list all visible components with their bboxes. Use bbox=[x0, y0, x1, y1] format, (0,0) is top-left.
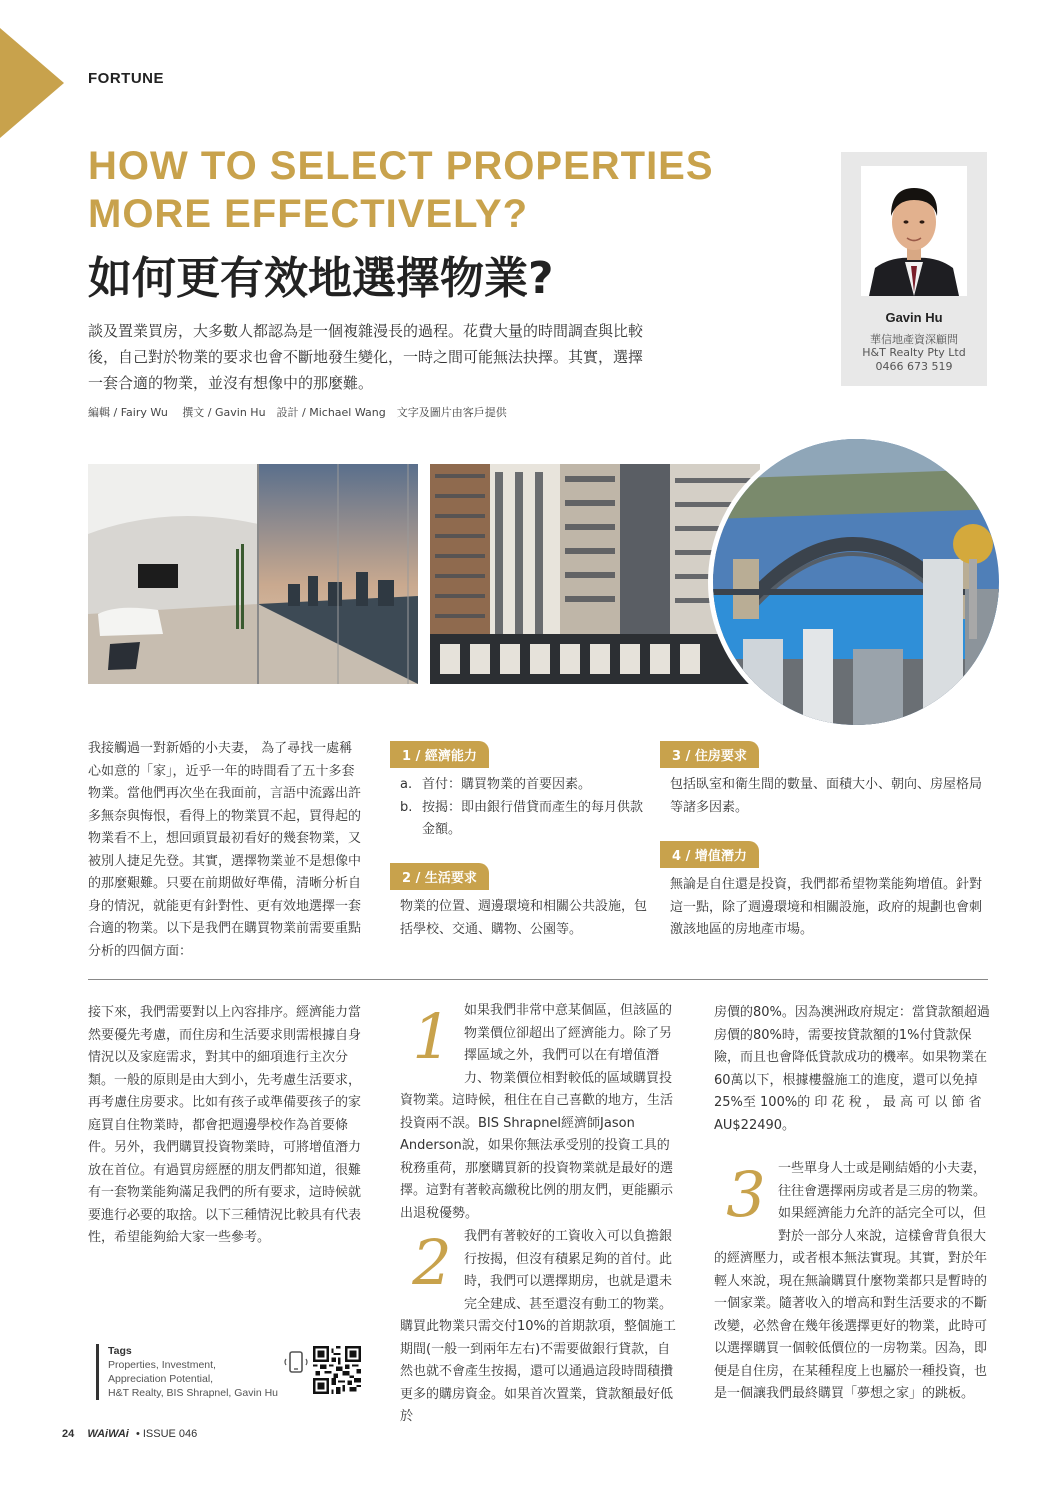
lead-paragraph: 我接觸過一對新婚的小夫妻， 為了尋找一處稱心如意的「家」，近乎一年的時間看了五十多套物業。當他們再次坐在我面前，言語中流露出許多無奈與悔恨，看得上的物業買不起，買得起的物業看不上，想回頭買最初看好的幾套物業，又被別人捷足先登。其實，選擇物業並不是想像中的那麼艱難。只要在前期做好準備，清晰分析自身的情況，就能更有針對性、更有效地選擇一套合適的物業。以下是我們在購買物業前需要重點分析的四個方面： bbox=[88, 741, 362, 959]
factor-4-badge bbox=[660, 841, 759, 868]
author-title: 華信地產資深顧問 bbox=[870, 333, 958, 346]
factor-4-badge-label: 4 / 增值潛力 bbox=[660, 841, 759, 868]
case-2-paragraph bbox=[400, 1226, 676, 1429]
factor-1-badge bbox=[390, 741, 489, 768]
title-en-line-2: MORE EFFECTIVELY? bbox=[88, 192, 529, 236]
factor-1-list bbox=[400, 774, 652, 842]
case-1-text: 如果我們非常中意某個區，但該區的物業價位卻超出了經濟能力。除了另擇區域之外，我們可以在有增值潛力、物業價位相對較低的區域購買投資物業。這時候，租住在自己喜歡的地方，生活投資兩不誤。BIS Shrapnel經濟師Jason Anderson說，如果你無法承受別的投資工具的稅務重荷，那麼購買新的投資物業就是最好的選擇。這對有著較高繳稅比例的朋友們，更能顯示出退稅優勢。 bbox=[400, 1003, 674, 1221]
item-b-text: 按揭：即由銀行借貸而產生的每月供款金額。 bbox=[422, 799, 644, 837]
title-en-line-1: HOW TO SELECT PROPERTIES bbox=[88, 144, 714, 188]
factor-2-text: 物業的位置、週邊環境和相關公共設施，包括學校、交通、購物、公園等。 bbox=[400, 899, 648, 937]
article-title-english bbox=[88, 142, 788, 238]
credits-line: 編輯 / Fairy Wu 撰文 / Gavin Hu 設計 / Michael Wang 文字及圖片由客戶提供 bbox=[88, 406, 507, 419]
factor-2-badge-label: 2 / 生活要求 bbox=[390, 863, 489, 890]
page-number: 24 bbox=[62, 1428, 75, 1440]
column-3-paragraph: 房價的80%。因為澳洲政府規定：當貸款額超過房價的80%時，需要按貸款額的1%付貸款保險，而且也會降低貸款成功的機率。如果物業在60萬以下，根據樓盤施工的進度，還可以免掉25%至 100%的 印 花 稅 ， 最 高 可 以 節 省 AU$22490。 bbox=[714, 1005, 990, 1133]
factor-3-badge-label: 3 / 住房要求 bbox=[660, 741, 759, 768]
page-footer bbox=[62, 1428, 197, 1440]
magazine-logo: WAiWAi bbox=[87, 1428, 129, 1440]
case-2-number: 2 bbox=[412, 1226, 452, 1299]
intro-paragraph: 談及置業買房，大多數人都認為是一個複雜漫長的過程。花費大量的時間調查與比較後，自己對於物業的要求也會不斷地發生變化，一時之間可能無法抉擇。其實，選擇一套合適的物業，並沒有想像中的那麼難。 bbox=[88, 322, 644, 392]
case-1-number: 1 bbox=[412, 1000, 452, 1073]
column-1-paragraph: 接下來，我們需要對以上內容排序。經濟能力當然要優先考慮，而住房和生活要求則需根據自身情況以及家庭需求，對其中的細項進行主次分類。一般的原則是由大到小，先考慮生活要求，再考慮住房要求。比如有孩子或準備要孩子的家庭買自住物業時，都會把週邊學校作為首要條件。另外，我們購買投資物業時，可將增值潛力放在首位。有過買房經歷的朋友們都知道，很難有一套物業能夠滿足我們的所有要求，這時候就要進行必要的取捨。以下三種情況比較具有代表性，希望能夠給大家一些參考。 bbox=[88, 1005, 362, 1245]
issue-label: • ISSUE 046 bbox=[135, 1428, 198, 1440]
author-name: Gavin Hu bbox=[885, 310, 943, 325]
harbour-bridge-circle-photo bbox=[708, 434, 1004, 730]
article-title-chinese: 如何更有效地選擇物業? bbox=[88, 253, 554, 304]
tags-block bbox=[108, 1344, 278, 1400]
factor-1-item-a bbox=[400, 774, 652, 797]
tags-heading: Tags bbox=[108, 1345, 132, 1357]
factor-3-badge bbox=[660, 741, 759, 768]
author-company: H&T Realty Pty Ltd bbox=[862, 346, 966, 359]
section-divider bbox=[88, 979, 988, 980]
case-3-paragraph bbox=[714, 1158, 990, 1406]
section-label: FORTUNE bbox=[88, 70, 164, 87]
tags-line-2: Appreciation Potential, bbox=[108, 1373, 214, 1385]
author-profile-card bbox=[841, 152, 987, 386]
factor-1-badge-label: 1 / 經濟能力 bbox=[390, 741, 489, 768]
corner-triangle-decoration bbox=[0, 28, 64, 138]
item-b-marker: b. bbox=[400, 799, 413, 815]
factor-3-text: 包括臥室和衛生間的數量、面積大小、朝向、房屋格局等諸多因素。 bbox=[670, 777, 983, 815]
tags-line-3: H&T Realty, BIS Shrapnel, Gavin Hu bbox=[108, 1387, 279, 1399]
case-1-paragraph bbox=[400, 1000, 676, 1225]
factor-2-badge bbox=[390, 863, 489, 890]
phone-scan-icon bbox=[284, 1350, 308, 1378]
item-a-text: 首付：購買物業的首要因素。 bbox=[422, 777, 592, 792]
qr-code[interactable] bbox=[313, 1346, 361, 1398]
author-phone: 0466 673 519 bbox=[875, 360, 953, 373]
tags-line-1: Properties, Investment, bbox=[108, 1359, 216, 1371]
factor-4-text: 無論是自住還是投資，我們都希望物業能夠增值。針對這一點，除了週邊環境和相關設施，政府的規劃也會刺激該地區的房地產市場。 bbox=[670, 877, 983, 937]
interior-living-room-photo bbox=[88, 464, 418, 684]
case-3-number: 3 bbox=[726, 1158, 766, 1231]
case-2-text: 我們有著較好的工資收入可以負擔銀行按揭，但沒有積累足夠的首付。此時，我們可以選擇期房，也就是還未完全建成、甚至還沒有動工的物業。購買此物業只需交付10%的首期款項，整個施工期間(一般一到兩年左右)不需要做銀行貸款，自然也就不會產生按揭，還可以通過這段時間積攢更多的購房資金。如果首次置業，貸款額最好低於 bbox=[400, 1229, 676, 1424]
case-3-text: 一些單身人士或是剛結婚的小夫妻，往往會選擇兩房或者是三房的物業。如果經濟能力允許的話完全可以，但對於一部分人來說，這樣會背負很大的經濟壓力，或者根本無法實現。其實，對於年輕人來說，現在無論購買什麼物業都只是暫時的一個家業。隨著收入的增高和對生活要求的不斷改變，必然會在幾年後選擇更好的物業，此時可以選擇購買一個較低價位的一房物業。因為，即便是自住房，在某種程度上也屬於一種投資，也是一個讓我們最終購買「夢想之家」的跳板。 bbox=[714, 1161, 988, 1401]
tags-bar bbox=[96, 1344, 99, 1400]
factor-1-item-b bbox=[400, 797, 652, 842]
item-a-marker: a. bbox=[400, 777, 413, 792]
author-photo bbox=[861, 166, 967, 296]
